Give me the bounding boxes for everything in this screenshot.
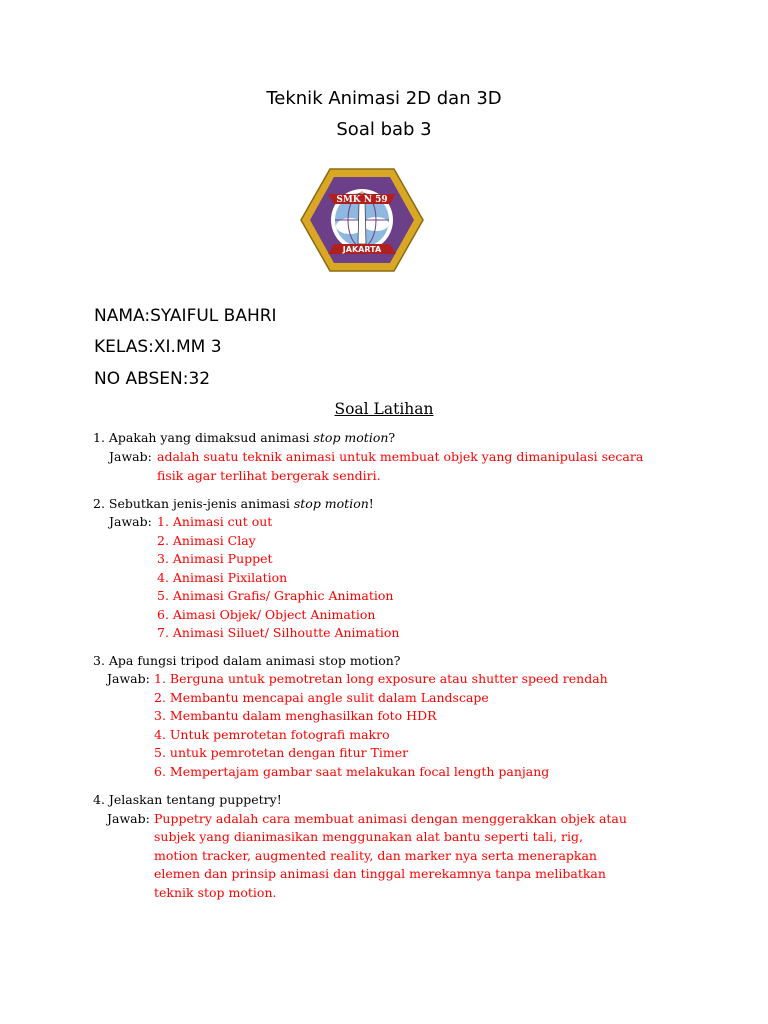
student-class: KELAS:XI.MM 3 (94, 337, 222, 357)
answer-1-line: fisik agar terlihat bergerak sendiri. (157, 468, 381, 483)
answer-4-line: subjek yang dianimasikan menggunakan alat bantu seperti tali, rig, (154, 829, 584, 844)
answer-4-line: elemen dan prinsip animasi dan tinggal merekamnya tanpa melibatkan (154, 866, 606, 881)
question-1-term: stop motion (313, 430, 389, 445)
question-4: 4. Jelaskan tentang puppetry! (93, 792, 282, 807)
question-2: 2. Sebutkan jenis-jenis animasi stop motion! (93, 496, 374, 511)
document-title: Teknik Animasi 2D dan 3D (266, 88, 502, 109)
answer-4-line: motion tracker, augmented reality, dan marker nya serta menerapkan (154, 848, 597, 863)
answer-2-item: 6. Aimasi Objek/ Object Animation (157, 607, 376, 622)
answer-2-item: 5. Animasi Grafis/ Graphic Animation (157, 588, 394, 603)
answer-3-item: 2. Membantu mencapai angle sulit dalam Landscape (154, 690, 489, 705)
answer-3-item: 3. Membantu dalam menghasilkan foto HDR (154, 708, 437, 723)
answer-3-item: 5. untuk pemrotetan dengan fitur Timer (154, 745, 409, 760)
question-1: 1. Apakah yang dimaksud animasi stop motion? (93, 430, 396, 445)
answer-1-line: adalah suatu teknik animasi untuk membuat objek yang dimanipulasi secara (157, 449, 644, 464)
answer-label-2: Jawab: (109, 514, 152, 529)
section-title: Soal Latihan (334, 400, 434, 418)
logo-top-text: SMK N 59 (336, 195, 388, 205)
answer-2-item: 1. Animasi cut out (157, 514, 273, 529)
answer-3-item: 4. Untuk pemrotetan fotografi makro (154, 727, 390, 742)
answer-2-item: 4. Animasi Pixilation (157, 570, 288, 585)
answer-2-item: 2. Animasi Clay (157, 533, 256, 548)
logo-bottom-text: JAKARTA (342, 245, 382, 254)
school-logo (298, 166, 426, 274)
answer-label-3: Jawab: (107, 671, 150, 686)
student-number: NO ABSEN:32 (94, 369, 211, 389)
document-subtitle: Soal bab 3 (336, 119, 432, 140)
answer-label-1: Jawab: (109, 449, 152, 464)
answer-label-4: Jawab: (107, 811, 150, 826)
student-name: NAMA:SYAIFUL BAHRI (94, 306, 277, 326)
answer-2-item: 3. Animasi Puppet (157, 551, 273, 566)
question-2-term: stop motion (293, 496, 369, 511)
question-3: 3. Apa fungsi tripod dalam animasi stop motion? (93, 653, 401, 668)
answer-4-line: teknik stop motion. (154, 885, 277, 900)
answer-3-item: 6. Mempertajam gambar saat melakukan focal length panjang (154, 764, 550, 779)
answer-4-line: Puppetry adalah cara membuat animasi dengan menggerakkan objek atau (154, 811, 627, 826)
answer-3-item: 1. Berguna untuk pemotretan long exposure atau shutter speed rendah (154, 671, 608, 686)
answer-2-item: 7. Animasi Siluet/ Silhoutte Animation (157, 625, 400, 640)
